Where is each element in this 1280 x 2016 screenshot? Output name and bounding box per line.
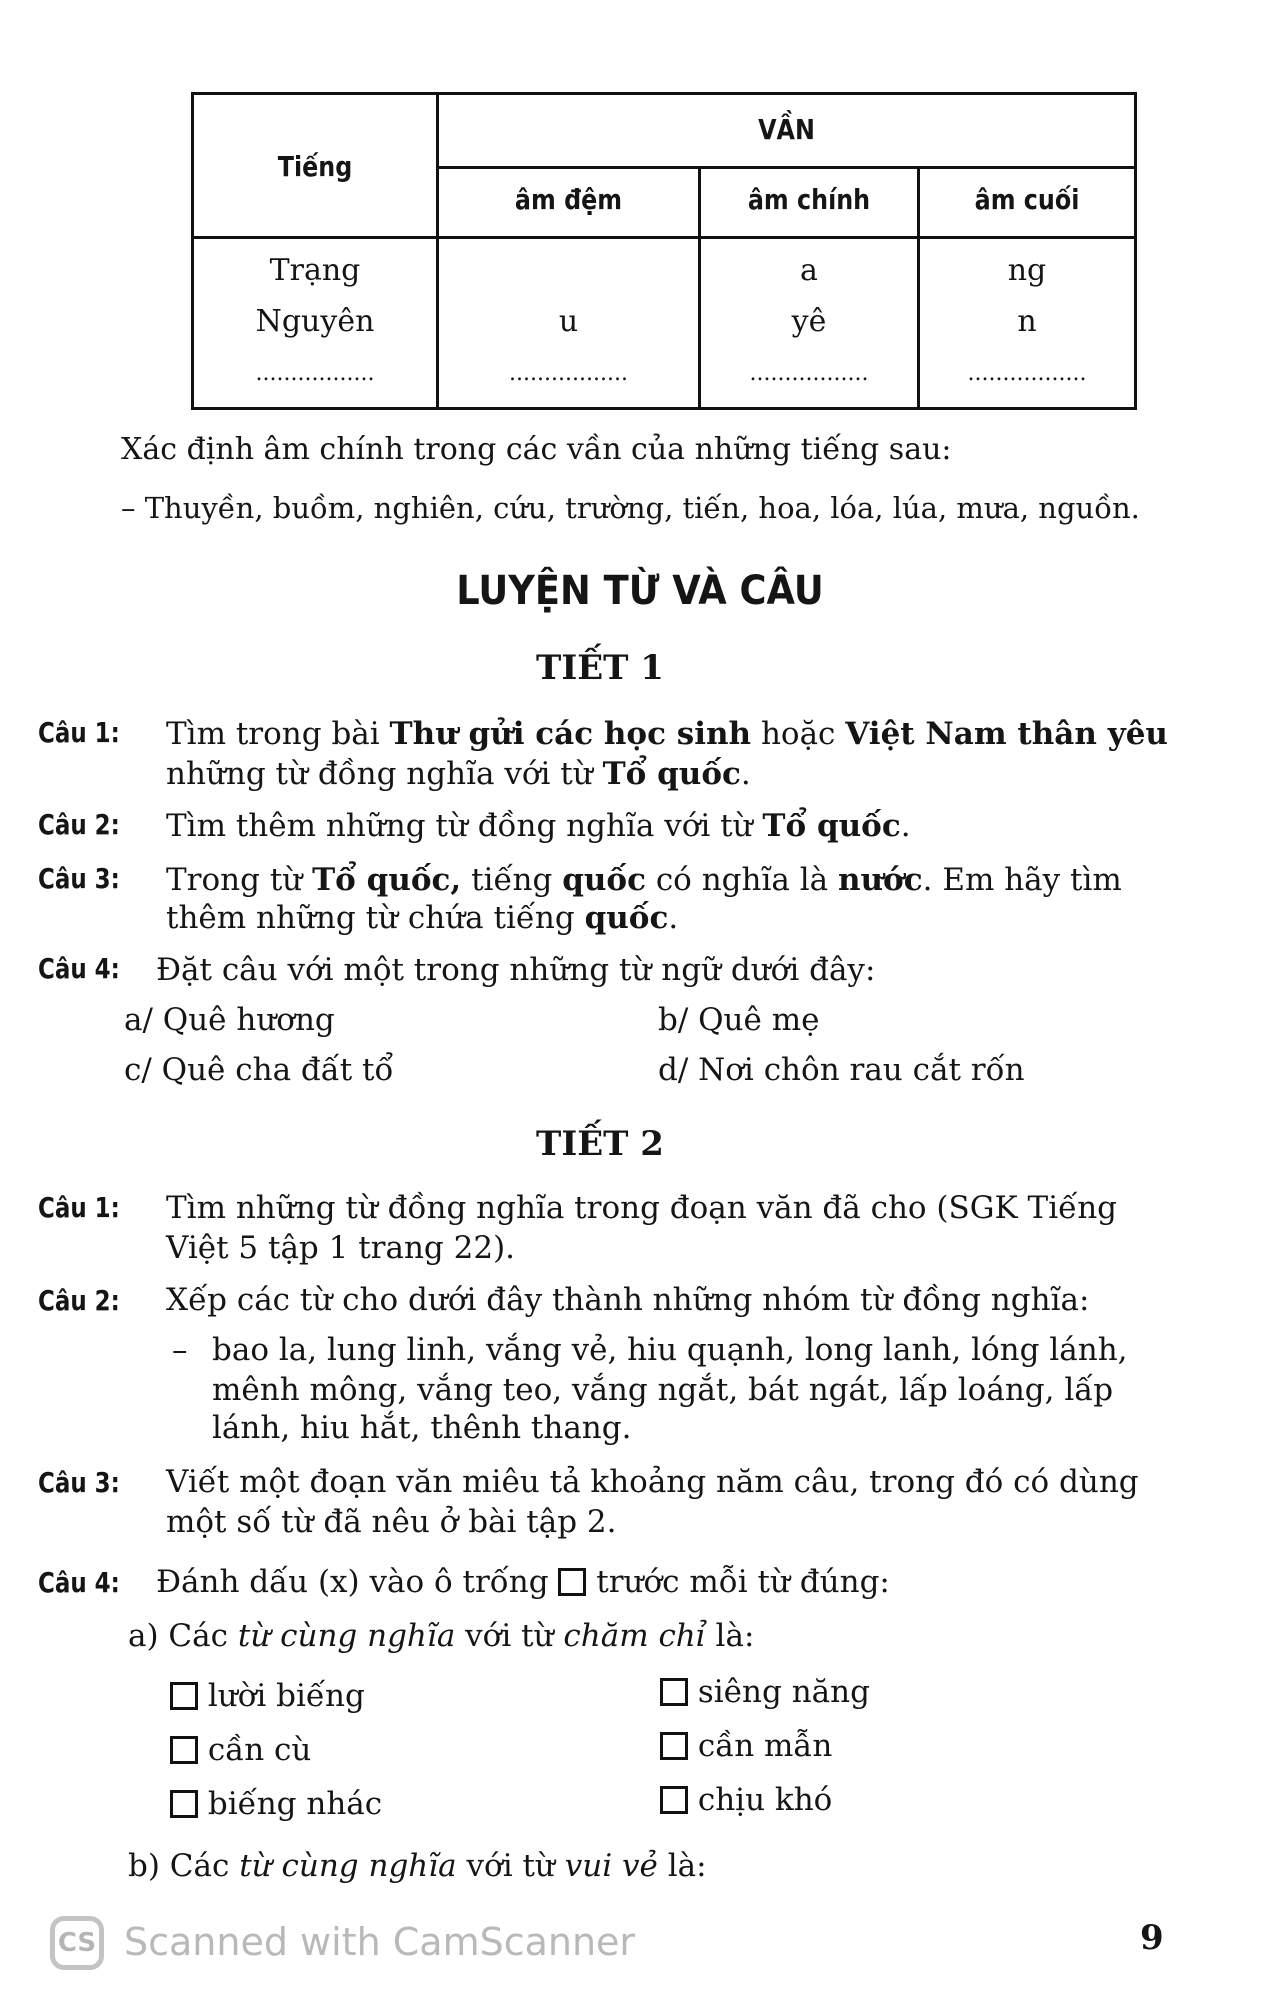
checkbox[interactable] [660, 1732, 688, 1760]
camscanner-logo: CS [50, 1916, 104, 1970]
checkbox[interactable] [660, 1678, 688, 1706]
table-cell: ng [1007, 253, 1047, 288]
word-list: bao la, lung linh, vắng vẻ, hiu quạnh, long lanh, lóng lánh, [212, 1332, 1128, 1368]
tiet-2-title: TIẾT 2 [536, 1124, 664, 1164]
phoneme-table [191, 92, 1137, 410]
sub-question-a: a) Các từ cùng nghĩa với từ chăm chỉ là: [128, 1618, 755, 1654]
word-list: lánh, hiu hắt, thênh thang. [212, 1410, 632, 1446]
question-text: Tìm thêm những từ đồng nghĩa với từ Tổ quốc. [166, 808, 911, 844]
question-text: Trong từ Tổ quốc, tiếng quốc có nghĩa là nước. Em hãy tìm [166, 862, 1122, 898]
checkbox-item[interactable] [170, 1730, 311, 1770]
table-divider [436, 166, 1134, 169]
checkbox-item[interactable] [660, 1726, 832, 1766]
section-title: LUYỆN TỪ VÀ CÂU [456, 568, 824, 614]
table-cell: yê [791, 304, 827, 339]
question-text: Đánh dấu (x) vào ô trống trước mỗi từ đúng: [156, 1564, 890, 1600]
checkbox[interactable] [170, 1682, 198, 1710]
dash-bullet: – [172, 1332, 188, 1368]
table-cell: Trạng [269, 253, 361, 288]
table-cell: n [1017, 304, 1037, 339]
question-text: một số từ đã nêu ở bài tập 2. [166, 1504, 617, 1540]
question-label: Câu 4: [38, 1566, 120, 1599]
question-label: Câu 4: [38, 952, 120, 985]
checkbox-item[interactable] [170, 1784, 382, 1824]
word-list: mênh mông, vắng teo, vắng ngắt, bát ngát, lấp loáng, lấp [212, 1372, 1114, 1408]
table-cell: u [558, 304, 579, 339]
question-text: Tìm trong bài Thư gửi các học sinh hoặc Việt Nam thân yêu [166, 716, 1168, 752]
question-text: Viết một đoạn văn miêu tả khoảng năm câu, trong đó có dùng [166, 1464, 1139, 1500]
checkbox-sample [558, 1568, 586, 1596]
option-item: a/ Quê hương [124, 1002, 335, 1038]
checkbox-item[interactable] [660, 1672, 870, 1712]
watermark-text: Scanned with CamScanner [124, 1920, 636, 1964]
page-number: 9 [1140, 1918, 1164, 1958]
checkbox-item[interactable] [660, 1780, 832, 1820]
header-am-chinh: âm chính [747, 183, 871, 216]
question-label: Câu 1: [38, 1191, 120, 1224]
question-label: Câu 1: [38, 716, 120, 749]
checkbox-label: siêng năng [697, 1674, 870, 1710]
header-am-cuoi: âm cuối [974, 183, 1080, 216]
checkbox[interactable] [170, 1736, 198, 1764]
question-text: Xếp các từ cho dưới đây thành những nhóm từ đồng nghĩa: [166, 1282, 1090, 1318]
tiet-1-title: TIẾT 1 [536, 648, 664, 688]
header-am-dem: âm đệm [514, 183, 623, 216]
question-text: những từ đồng nghĩa với từ Tổ quốc. [166, 756, 751, 792]
question-label: Câu 3: [38, 862, 120, 895]
checkbox[interactable] [660, 1786, 688, 1814]
header-van: VẦN [758, 113, 815, 146]
option-item: b/ Quê mẹ [658, 1002, 820, 1038]
question-text: Tìm những từ đồng nghĩa trong đoạn văn đã cho (SGK Tiếng [166, 1190, 1118, 1226]
table-cell: ................. [749, 361, 869, 386]
question-text: Đặt câu với một trong những từ ngữ dưới đây: [156, 952, 876, 988]
question-label: Câu 2: [38, 1284, 120, 1317]
table-cell: ................. [255, 361, 375, 386]
question-text: Việt 5 tập 1 trang 22). [166, 1230, 516, 1266]
intro-line: Xác định âm chính trong các vần của những tiếng sau: [121, 432, 952, 467]
question-label: Câu 2: [38, 808, 120, 841]
table-cell: Nguyên [255, 304, 375, 339]
intro-word-list: – Thuyền, buồm, nghiên, cứu, trường, tiến, hoa, lóa, lúa, mưa, nguồn. [121, 491, 1140, 525]
checkbox-label: cần cù [207, 1732, 312, 1768]
sub-question-b: b) Các từ cùng nghĩa với từ vui vẻ là: [128, 1848, 707, 1884]
checkbox-label: lười biếng [207, 1678, 365, 1714]
checkbox-label: biếng nhác [207, 1786, 383, 1822]
table-cell: a [800, 253, 818, 288]
header-tieng: Tiếng [277, 150, 353, 183]
question-label: Câu 3: [38, 1466, 120, 1499]
checkbox-item[interactable] [170, 1676, 365, 1716]
checkbox-label: cần mẫn [697, 1728, 833, 1764]
checkbox[interactable] [170, 1790, 198, 1818]
option-item: d/ Nơi chôn rau cắt rốn [658, 1052, 1025, 1088]
table-divider [194, 236, 1134, 239]
checkbox-label: chịu khó [697, 1782, 833, 1818]
question-text: thêm những từ chứa tiếng quốc. [166, 900, 679, 936]
table-cell: ................. [967, 361, 1087, 386]
table-cell: ................. [509, 361, 628, 386]
option-item: c/ Quê cha đất tổ [124, 1052, 394, 1088]
